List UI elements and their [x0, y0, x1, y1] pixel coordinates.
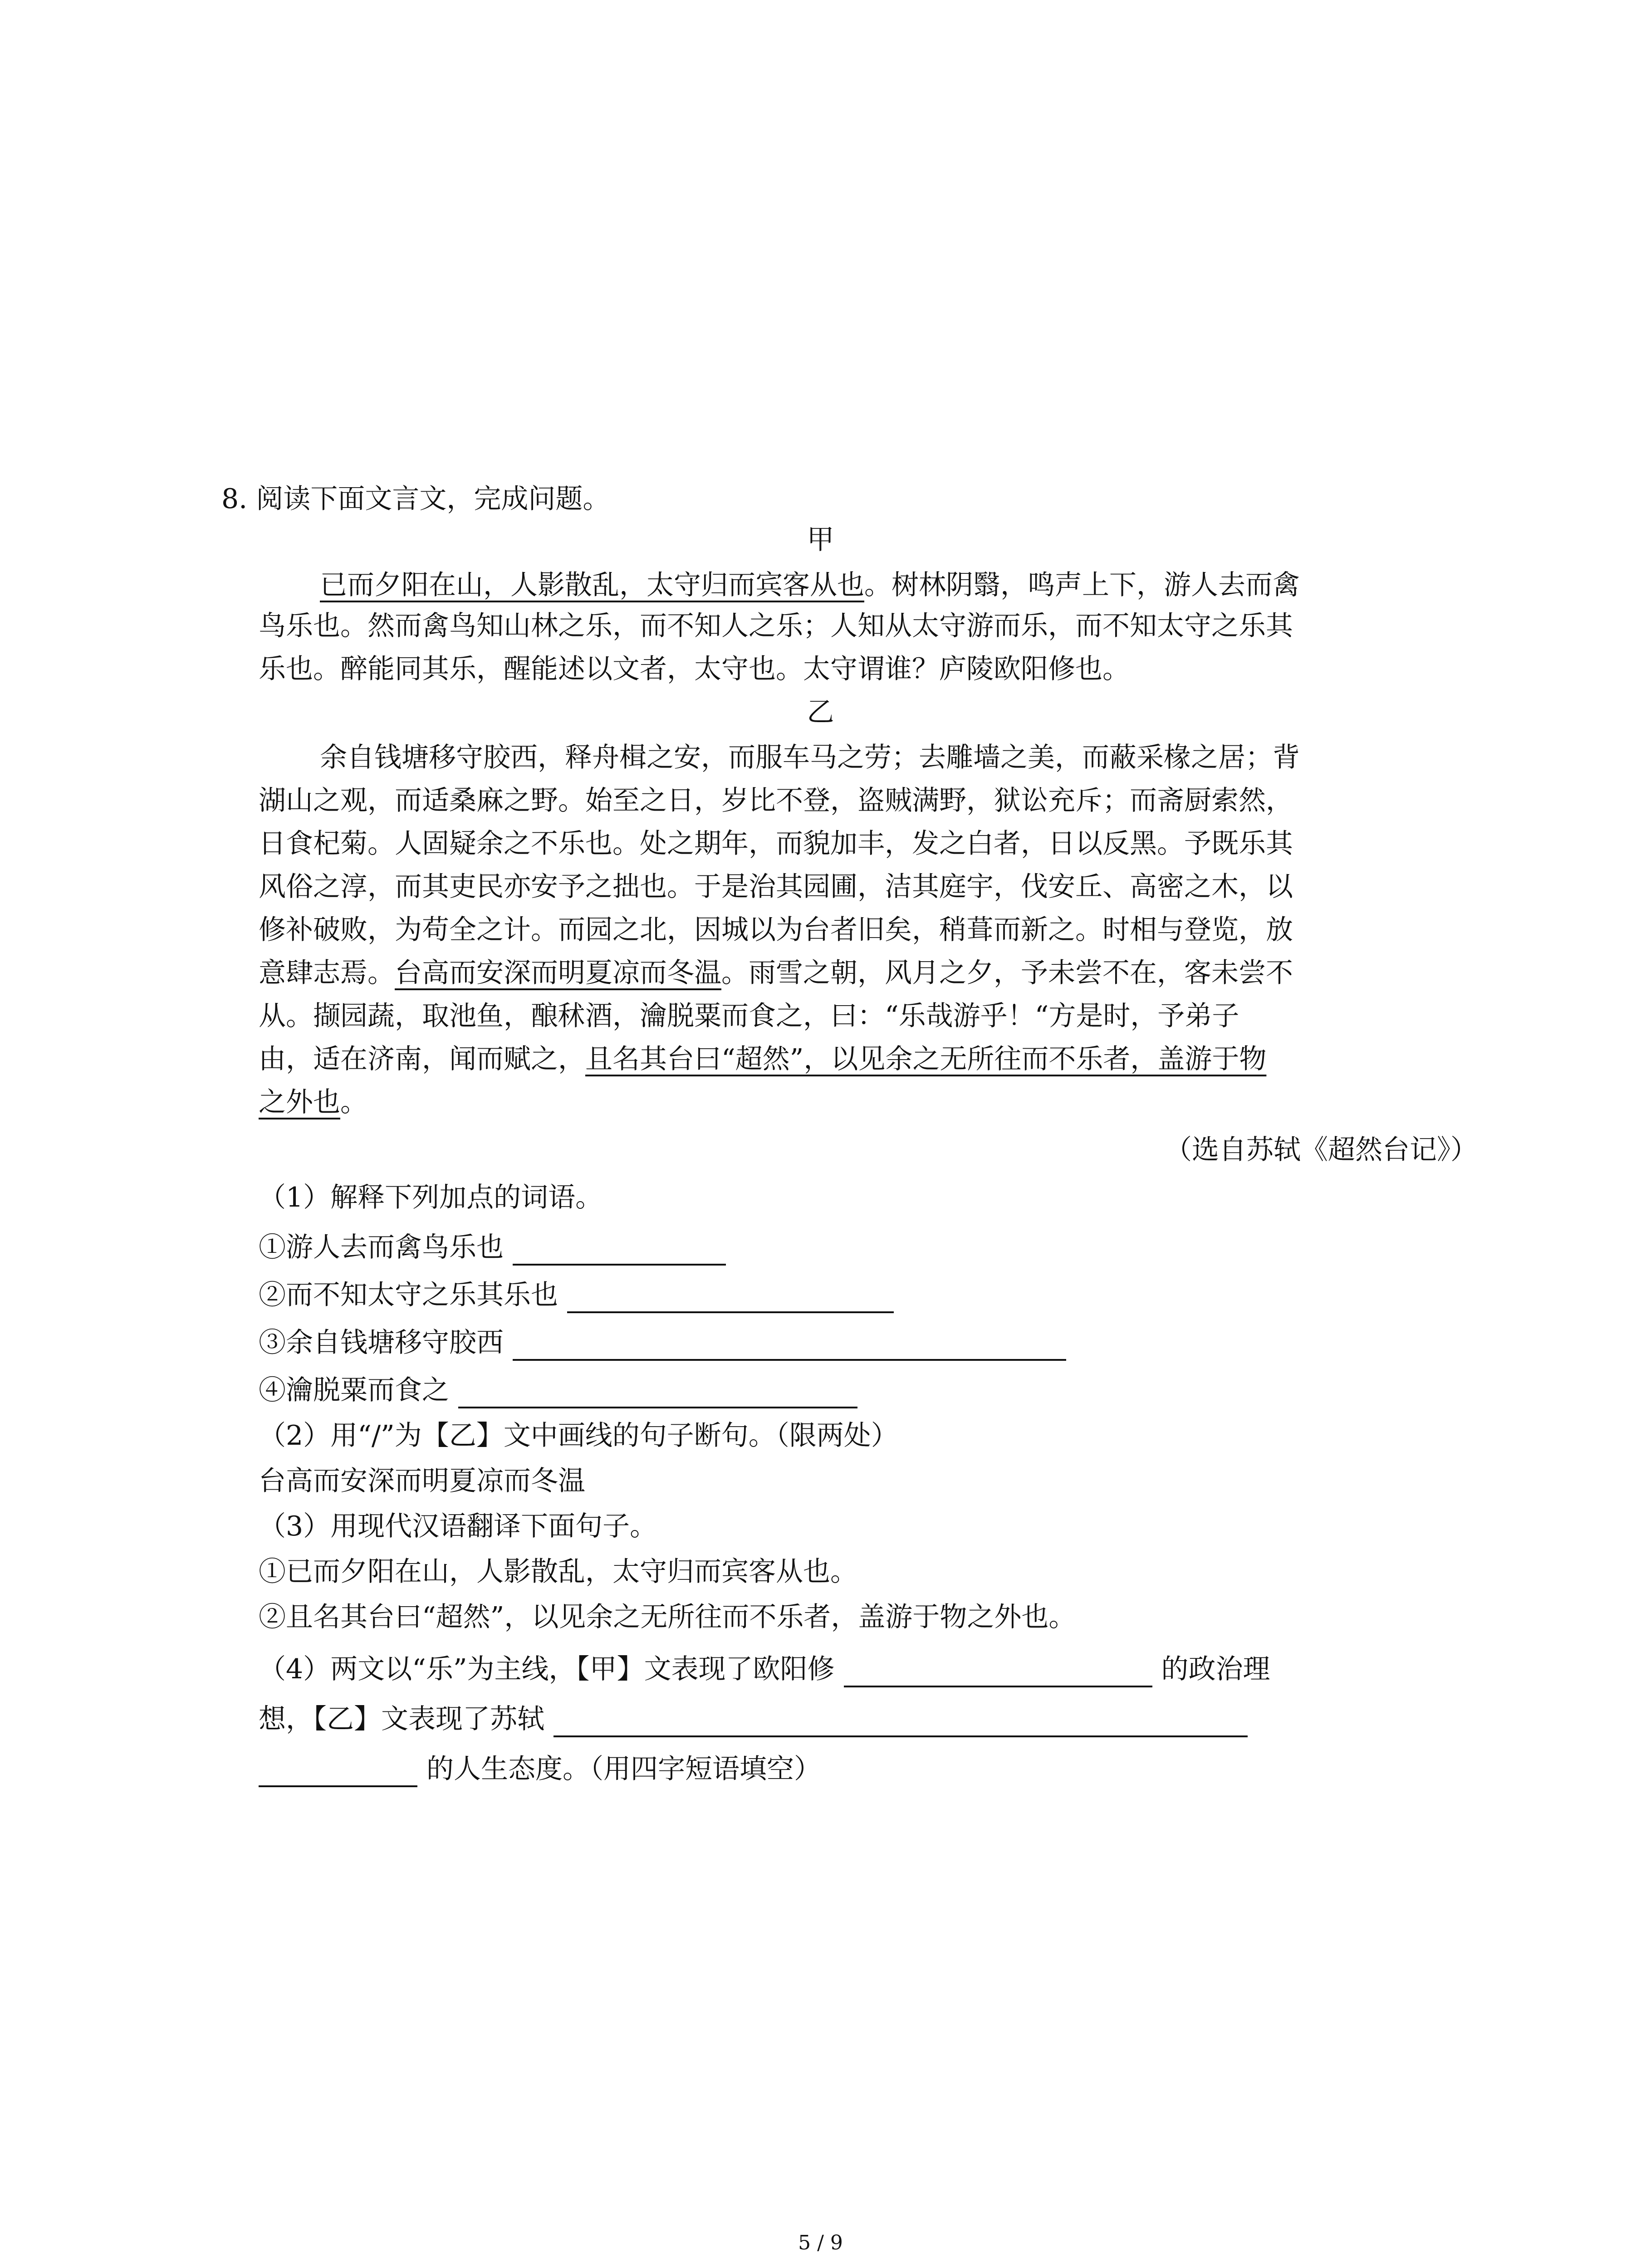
sub3-item-2: ②且名其台曰“超然”，以见余之无所往而不乐者，盖游于物之外也。	[259, 1601, 1076, 1633]
source-citation: （选自苏轼《超然台记》）	[1165, 1134, 1478, 1166]
yi-line-8-pre: 由，适在济南，闻而赋之，	[259, 1043, 585, 1075]
section-jia-title: 甲	[807, 524, 834, 556]
sub4-line-3	[259, 1751, 821, 1787]
sub1-item-4-text: ④瀹脱粟而食之	[259, 1374, 449, 1406]
yi-line-8	[259, 1041, 1266, 1077]
sub1-item-4	[259, 1372, 857, 1408]
jia-line-3: 乐也。醉能同其乐，醒能述以文者，太守也。太守谓谁？庐陵欧阳修也。	[259, 653, 1130, 685]
answer-blank-6-continued[interactable]	[259, 1758, 417, 1787]
subquestion-3-title: （3）用现代汉语翻译下面句子。	[259, 1510, 657, 1542]
yi-line-4: 风俗之淳，而其吏民亦安予之拙也。于是治其园圃，洁其庭宇，伐安丘、高密之木，以	[259, 871, 1293, 903]
yi-underlined-sentence-2-end: 之外也	[259, 1086, 340, 1118]
answer-blank-6[interactable]	[554, 1708, 1248, 1737]
jia-line-2: 鸟乐也。然而禽鸟知山林之乐，而不知人之乐；人知从太守游而乐，而不知太守之乐其	[259, 610, 1293, 642]
sub4-part-2: 的政治理	[1161, 1653, 1270, 1685]
section-yi-title: 乙	[807, 696, 834, 728]
yi-underlined-sentence-2: 且名其台曰“超然”，以见余之无所往而不乐者，盖游于物	[585, 1043, 1267, 1075]
yi-line-2: 湖山之观，而适桑麻之野。始至之日，岁比不登，盗贼满野，狱讼充斥；而斋厨索然，	[259, 785, 1293, 816]
yi-line-3: 日食杞菊。人固疑余之不乐也。处之期年，而貌加丰，发之白者，日以反黑。予既乐其	[259, 828, 1293, 860]
yi-line-6-post: 。雨雪之朝，风月之夕，予未尝不在，客未尝不	[721, 957, 1293, 989]
jia-line-1-rest: 。树林阴翳，鸣声上下，游人去而禽	[864, 569, 1300, 601]
sub4-line-2	[259, 1701, 1248, 1737]
page-number: 5 / 9	[798, 2231, 843, 2254]
answer-blank-2[interactable]	[567, 1284, 894, 1313]
yi-line-6-pre: 意肆志焉。	[259, 957, 395, 989]
sub4-part-4: 的人生态度。（用四字短语填空）	[426, 1753, 821, 1785]
answer-blank-5[interactable]	[844, 1658, 1152, 1687]
sub1-item-1-text: ①游人去而禽鸟乐也	[259, 1232, 504, 1263]
subquestion-1-title: （1）解释下列加点的词语。	[259, 1182, 603, 1213]
sub4-part-1: （4）两文以“乐”为主线，【甲】文表现了欧阳修	[259, 1653, 835, 1685]
jia-underlined-sentence: 已而夕阳在山，人影散乱，太守归而宾客从也	[320, 569, 864, 601]
answer-blank-3[interactable]	[513, 1332, 1066, 1361]
sub1-item-1	[259, 1229, 726, 1266]
yi-line-9-post: 。	[340, 1086, 367, 1118]
sub3-item-1: ①已而夕阳在山，人影散乱，太守归而宾客从也。	[259, 1556, 857, 1588]
yi-line-5: 修补破败，为苟全之计。而园之北，因城以为台者旧矣，稍葺而新之。时相与登览，放	[259, 914, 1293, 946]
yi-underlined-sentence-1: 台高而安深而明夏凉而冬温	[395, 957, 721, 989]
sub1-item-3-text: ③余自钱塘移守胶西	[259, 1327, 504, 1359]
answer-blank-4[interactable]	[458, 1379, 857, 1408]
yi-line-7: 从。撷园蔬，取池鱼，酿秫酒，瀹脱粟而食之，曰：“乐哉游乎！“方是时，予弟子	[259, 1000, 1239, 1032]
sub1-item-3	[259, 1325, 1066, 1361]
subquestion-2-title: （2）用“/”为【乙】文中画线的句子断句。（限两处）	[259, 1420, 898, 1452]
sub2-sentence: 台高而安深而明夏凉而冬温	[259, 1465, 585, 1497]
question-title: 8. 阅读下面文言文，完成问题。	[221, 483, 610, 515]
yi-line-1: 余自钱塘移守胶西，释舟楫之安，而服车马之劳；去雕墙之美，而蔽采椽之居；背	[320, 742, 1300, 773]
yi-line-6	[259, 955, 1293, 991]
jia-line-1	[320, 567, 1300, 603]
sub1-item-2-text: ②而不知太守之乐其乐也	[259, 1279, 558, 1311]
yi-line-9	[259, 1084, 367, 1120]
sub4-line-1	[259, 1651, 1270, 1687]
sub4-part-3: 想，【乙】文表现了苏轼	[259, 1703, 544, 1735]
sub1-item-2	[259, 1277, 894, 1313]
answer-blank-1[interactable]	[513, 1237, 726, 1266]
